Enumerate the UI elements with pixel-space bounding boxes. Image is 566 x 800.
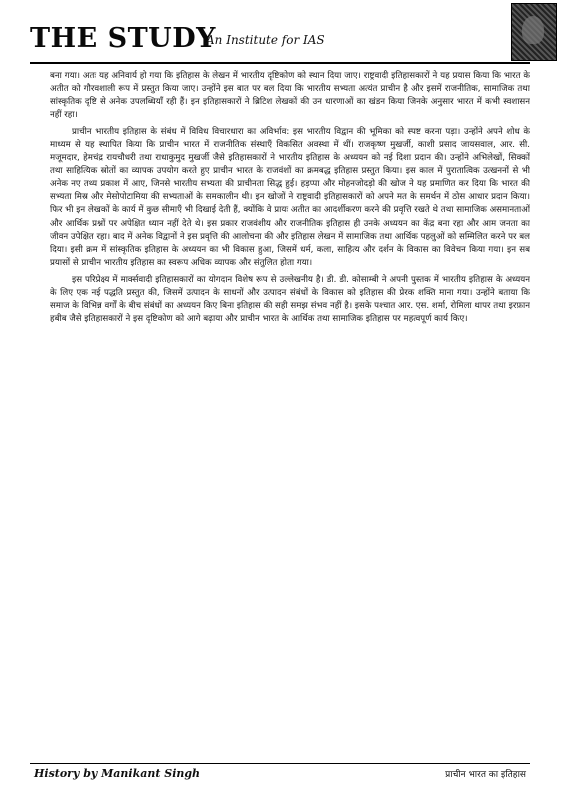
- paragraph-marxist-historians: इस परिप्रेक्ष्य में मार्क्सवादी इतिहासकारों का योगदान विशेष रूप से उल्लेखनीय है। डी. डी. कोसाम्बी ने अपनी पुस्तक में भारतीय इतिहास के अध्ययन के लिए एक नई पद्धति प्रस्तुत की, जिसमें उत्पादन के साधनों और उत्पादन संबंधों के विकास को इतिहास की प्रेरक शक्ति माना गया। उन्होंने बताया कि समाज के विभिन्न वर्गों के बीच संबंधों का अध्ययन किए बिना इतिहास की सही समझ संभव नहीं है। इसके पश्चात आर. एस. शर्मा, रोमिला थापर तथा इरफ़ान हबीब जैसे इतिहासकारों ने इस दृष्टिकोण को आगे बढ़ाया और प्राचीन भारत के आर्थिक तथा सामाजिक इतिहास पर महत्वपूर्ण कार्य किए।: [50, 274, 530, 324]
- page-header: [30, 0, 550, 64]
- header-divider: [30, 62, 530, 64]
- paragraph-continuation: बना गया। अतः यह अनिवार्य हो गया कि इतिहास के लेखन में भारतीय दृष्टिकोण को स्थान दिया जाए। राष्ट्रवादी इतिहासकारों ने यह प्रयास किया कि भारत के अतीत को गौरवशाली रूप में प्रस्तुत किया जाए। उन्होंने इस बात पर बल दिया कि भारतीय सभ्यता अत्यंत प्राचीन है और इसमें राजनीतिक, सामाजिक तथा सांस्कृतिक दृष्टि से अनेक उपलब्धियाँ रही हैं। इन इतिहासकारों ने ब्रिटिश लेखकों की उन धारणाओं का खंडन किया जिनके अनुसार भारत में कभी स्वशासन नहीं रहा।: [50, 71, 530, 121]
- footer-author: History by Manikant Singh: [34, 767, 201, 780]
- logo-emblem-icon: [511, 3, 557, 61]
- institute-tagline: An Institute for IAS: [206, 33, 325, 47]
- institute-title: THE STUDY: [30, 23, 216, 54]
- footer-divider: [30, 763, 530, 764]
- document-body: [50, 70, 530, 760]
- footer-subject: प्राचीन भारत का इतिहास: [445, 770, 526, 780]
- paragraph-diverse-views: प्राचीन भारतीय इतिहास के संबंध में विविध विचारधारा का अविर्भाव: इस भारतीय विद्वान की भूमिका को स्पष्ट करना पड़ा। उन्होंने अपने शोध के माध्यम से यह स्थापित किया कि प्राचीन भारत में राजनीतिक संस्थाएँ विकसित अवस्था में थीं। राजकृष्ण मुखर्जी, काशी प्रसाद जायसवाल, आर. सी. मजूमदार, हेमचंद्र रायचौधरी तथा राधाकुमुद मुखर्जी जैसे इतिहासकारों ने भारतीय इतिहास के अध्ययन को नई दिशा प्रदान की। उन्होंने अभिलेखों, सिक्कों तथा साहित्यिक स्रोतों का व्यापक उपयोग करते हुए प्राचीन भारत के राजवंशों का क्रमबद्ध इतिहास प्रस्तुत किया। इस काल में पुरातात्विक उत्खननों से भी अनेक नए तथ्य प्रकाश में आए, जिनसे भारतीय सभ्यता की प्राचीनता सिद्ध हुई। हड़प्पा और मोहनजोदड़ो की खोज ने यह प्रमाणित कर दिया कि भारत की सभ्यता मिस्र और मेसोपोटामिया की सभ्यताओं के समकालीन थी। इन खोजों ने राष्ट्रवादी इतिहासकारों को अपने मत के समर्थन में ठोस आधार प्रदान किया। फिर भी इन लेखकों के कार्य में कुछ सीमाएँ भी दिखाई देती हैं, क्योंकि वे प्रायः अतीत का आदर्शीकरण करने की प्रवृत्ति रखते थे तथा सामाजिक असमानताओं और आर्थिक प्रश्नों पर अपेक्षित ध्यान नहीं देते थे। इस प्रकार राजवंशीय और राजनीतिक इतिहास ही उनके अध्ययन का केंद्र बना रहा और आम जनता का जीवन उपेक्षित रहा। बाद में अनेक विद्वानों ने इस प्रवृत्ति की आलोचना की और इतिहास लेखन में सामाजिक तथा आर्थिक पहलुओं को सम्मिलित करने पर बल दिया। इसी क्रम में सांस्कृतिक इतिहास के अध्ययन का भी विकास हुआ, जिसमें धर्म, कला, साहित्य और दर्शन के विकास का विवेचन किया गया। इन सब प्रयासों से प्राचीन भारतीय इतिहास का स्वरूप अधिक व्यापक और संतुलित होता गया।: [50, 127, 530, 268]
